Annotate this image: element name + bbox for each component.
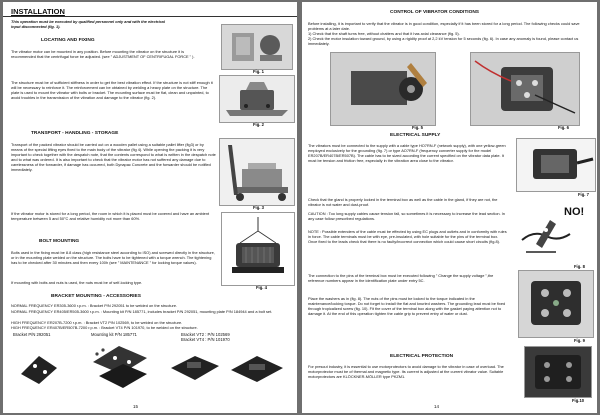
electrical-p4: NOTE : Possible extenders of the cable must be effected by using EC plugs and outlets and in conformity with rules in force. The cable terminals must be with eye, pre-insulated, with hole suitable for the pins of the terminal box. Once fixed to the leads check that there is no faulty/incorrect connection which could cause short circuits (fig.8). xyxy=(308,229,507,244)
electrical-p2: Check that the gland is properly locked in the terminal box as well as the cable in the gland, if they are not, the vibrator is not water and dust-proof. xyxy=(308,197,498,207)
intro-text: This operation must be executed by qualified personnel only and with the electrical input disconnected (fig. 1). xyxy=(11,19,165,29)
fig4-caption: Fig. 4 xyxy=(256,285,267,290)
caption-vt2-102569: Bracket VT2 : P/N 102569 xyxy=(181,332,230,337)
caption-kit-185771: Mounting kit P/N 185771 xyxy=(91,332,137,337)
transport-p1: Transport of the packed vibrator should be carried out on a wooden pallet using a suitable pallet lifter (fig3) or by means of the special lifting eyes fixed to the main body of the vibrator (fig 4). While opening the packing it is very important to check together with the despatch note, that the contents correspond to what is written in the despatch note and to what was ordered. It is also important to check that the vibrator motor has not suffered any damage due to carelessness of the forwarder, if damage has occurred, both Dynapac Concrete and the forwarder should be notified immediately. xyxy=(11,142,216,172)
fig10-image xyxy=(524,346,592,398)
bolt-p2: If mounting with bolts and nuts is used, the nuts must be of self-locking type. xyxy=(11,280,143,285)
no-label: NO! xyxy=(564,206,585,218)
bolt-p1: Bolts used in the fixing must be 8.8 class (high resistance steel according to ISO) and screwed directly in the structure, or in the mounting plate welded on the structure. The bolts have to be tightened with a torque wrench. The tightening has to be checked after 30 minutes and then every 100h (see " MAINTENANCE " for locking torque values). xyxy=(11,250,215,265)
fig2-caption: Fig. 2 xyxy=(253,122,264,127)
electrical-p6: Place the washers as in (fig. 8). The nuts of the pins must be locked to the torque indicated in the maintenance/locking torque. Do not forget to install the flat and knurled washers. The grounding lead must be fixed through tropicalized screw (fig. 10). Fit the cover of the terminal box along with the gasket paying attention not to damage it. At the end of this operation tighten the cable grip to prevent entry of water or dust. xyxy=(308,296,506,316)
fig8-caption: Fig. 8 xyxy=(574,264,585,269)
transport-title: TRANSPORT - HANDLING - STORAGE xyxy=(31,131,119,136)
fig6-caption: Fig. 6 xyxy=(558,125,569,130)
page-number-right: 14 xyxy=(434,404,440,409)
bracket-292051-image xyxy=(17,346,61,386)
bracket-title: BRACKET MOUNTING - ACCESSORIES xyxy=(51,294,141,299)
electrical-p3: CAUTION : Too long supply cables cause tension fall, so sometimes it is necessary to increase the lead section. In any case follow prescribed regulations. xyxy=(308,211,505,221)
transport-p2: If the vibrator motor is stored for a long period, the room in which it is placed must be covered and have an ambient temperature between 5 and 50°C and relative humidity not more than 60%. xyxy=(11,211,210,221)
bracket-line-3: HIGH FREQUENCY ER207B-7200 r.p.m. : Bracket VT2 P/N 102569, to be welded on the structure. xyxy=(11,320,183,325)
locating-p2: The structure must be of sufficient stiffness in order to get the best vibration effect. If the structure is not stiff enough it will be necessary to reinforce it. The reinforcement can be obtained by welding a heavy plate on the structure. The plate is used to mount the vibrator with bolts or bracket. The mounting surface must be flat, clean and unpainted, to avoid troubles in the transmission of the vibration and damage to the vibrator (fig. 2). xyxy=(11,80,213,100)
heading-rule xyxy=(3,16,297,17)
fig10-caption: Fig.10 xyxy=(572,398,585,403)
fig7-caption: Fig. 7 xyxy=(578,192,589,197)
bracket-vt2-image xyxy=(169,348,221,384)
electrical-p1: The vibrators must be connected to the supply with a cable type HO7RN-F (network supply), with one yellow-green employed exclusively for the grounding (fig. 7) or type AO7RN-F (frequency converter supply for the model ER207B/ER407B/ER507B). The cable has to be sized according the current specified on the vibrator data plate. It must be tension and friction free, especially in the vibration area close to the vibrator. xyxy=(308,143,506,163)
fig1-image xyxy=(221,24,293,70)
fig5-image xyxy=(330,52,436,126)
fig6-image xyxy=(470,52,580,126)
fig3-image xyxy=(219,138,295,206)
fig9-image xyxy=(518,270,594,338)
installation-heading: INSTALLATION xyxy=(11,7,65,16)
fig1-caption: Fig. 1 xyxy=(253,69,264,74)
bracket-vt4-image xyxy=(229,348,285,384)
page-number-left: 15 xyxy=(133,404,139,409)
bracket-line-2: NORMAL FREQUENCY ER405/ER505-3600 r.p.m. : Mounting kit P/N 185771, includes bracket P/N 292051, mounting plate P/N 184944 and a bolt set. xyxy=(11,309,273,314)
mounting-kit-image xyxy=(89,340,153,392)
right-page xyxy=(302,2,597,413)
fig4-image xyxy=(221,212,295,286)
bracket-line-4: HIGH FREQUENCY ER407B/ER507B-7200 r.p.m. : Bracket VT4 P/N 101970, to be welded on the structure. xyxy=(11,325,198,330)
protection-p1: For prescut industry, it is essential to use motorprotectors to avoid damage to the vibrator in case of overload. The motorprotector must be of thermal and magnetic type. Its current is adjusted at the current vibrator value. Suitable motorprotectors are KLÖCKNER-MÖLLER type PKZM1. xyxy=(308,364,504,379)
electrical-p5: The connection to the pins of the terminal box must be executed following " Change the supply voltage ",the reference numbers appear in the identification plate under entry 5C. xyxy=(308,273,494,283)
fig2-image xyxy=(219,75,295,123)
fig3-caption: Fig. 3 xyxy=(253,205,264,210)
control-p1: Before installing, it is important to verify that the vibrator is in good condition, especially if it has been stored for a long period. The following checks could save problems at a later date. xyxy=(308,21,580,31)
protection-title: ELECTRICAL PROTECTION xyxy=(390,354,454,359)
electrical-title: ELECTRICAL SUPPLY xyxy=(390,133,441,138)
control-title: CONTROL OF VIBRATOR CONDITIONS xyxy=(390,10,480,15)
bolt-title: BOLT MOUNTING xyxy=(39,239,80,244)
locating-p1: The vibrator motor can be mounted in any position. Before mounting the vibrator on the structure it is recommended that the centrifugal force be adjusted. (see " ADJUSTMENT OF CENTRIFUGAL FORCE " ). xyxy=(11,49,195,59)
caption-vt4-101970: Bracket VT4 : P/N 101970 xyxy=(181,337,230,342)
caption-bracket-292051: Bracket P/N 292051 xyxy=(13,332,51,337)
bracket-line-1: NORMAL FREQUENCY ER305-3600 r.p.m. : Bracket P/N 292051 to be welded on the structure. xyxy=(11,303,178,308)
control-item-1: 1) Check that the shaft turns free, without chatters and that it has axial clearance (fig. 5). xyxy=(308,31,460,36)
fig7-image xyxy=(516,138,596,192)
left-page xyxy=(3,2,297,413)
fig5-caption: Fig. 5 xyxy=(412,125,423,130)
fig9-caption: Fig. 9 xyxy=(574,338,585,343)
locating-title: LOCATING AND FIXING xyxy=(41,38,95,43)
control-item-2: 2) Check the motor insulation toward ground, by using a rigidity proof at 2,2 kV tension for 5 seconds (fig. 6). In case any anomaly is found, please contact us immediately. xyxy=(308,36,579,46)
